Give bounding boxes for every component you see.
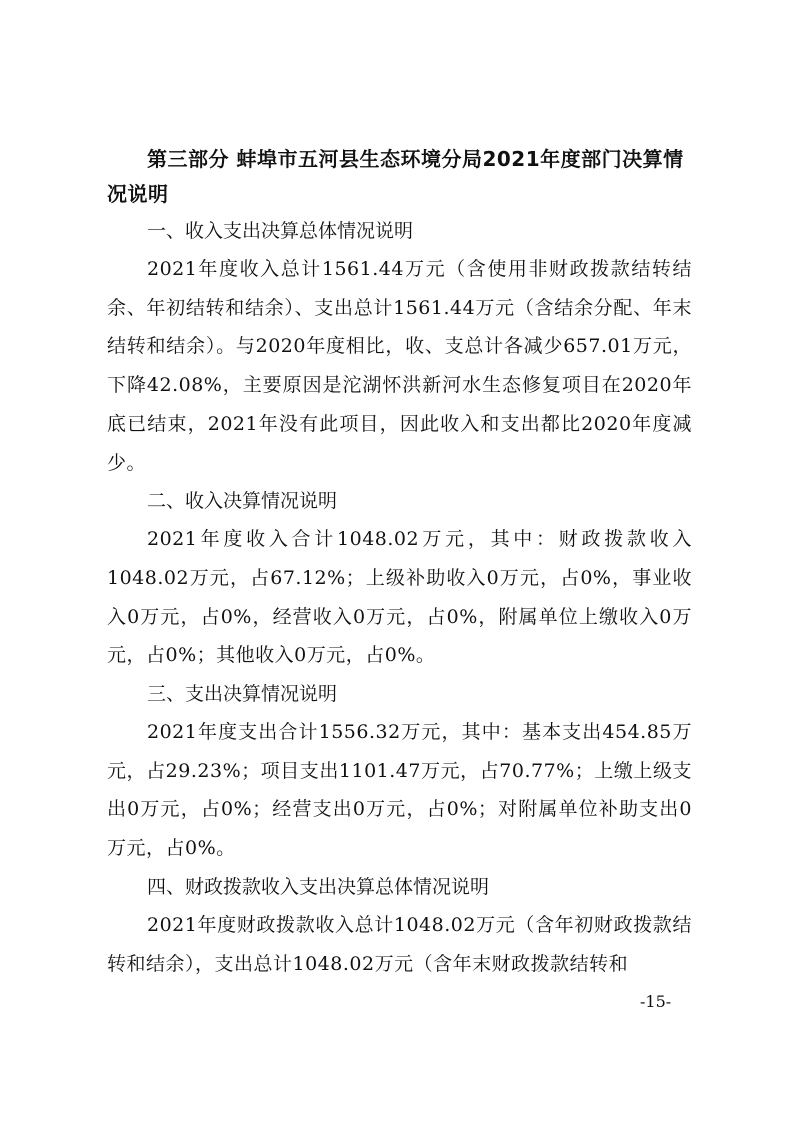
section-paragraph: 2021年度财政拨款收入总计1048.02万元（含年初财政拨款结转和结余），支出总计1048.02万元（含年末财政拨款结转和: [107, 913, 692, 975]
section-paragraph: 2021年度支出合计1556.32万元，其中：基本支出454.85万元，占29.23%；项目支出1101.47万元，占70.77%；上缴上级支出0万元，占0%；经营支出0万元，占0%；对附属单位补助支出0万元，占0%。: [107, 721, 692, 860]
section-heading: 四、财政拨款收入支出决算总体情况说明: [147, 875, 490, 898]
section-4: [107, 868, 692, 983]
section-1: [107, 212, 692, 482]
section-paragraph: 2021年度收入合计1048.02万元，其中：财政拨款收入1048.02万元，占67.12%；上级补助收入0万元，占0%，事业收入0万元，占0%，经营收入0万元，占0%，附属单位上缴收入0万元，占0%；其他收入0万元，占0%。: [107, 528, 692, 667]
section-heading: 三、支出决算情况说明: [147, 683, 338, 706]
section-heading: 二、收入决算情况说明: [147, 490, 338, 513]
section-paragraph: 2021年度收入总计1561.44万元（含使用非财政拨款结转结余、年初结转和结余）、支出总计1561.44万元（含结余分配、年末结转和结余）。与2020年度相比，收、支总计各减少657.01万元，下降42.08%，主要原因是沱湖怀洪新河水生态修复项目在2020年底已结束，2021年没有此项目，因此收入和支出都比2020年度减少。: [107, 258, 692, 474]
document-body: [107, 142, 692, 983]
page-number: -15-: [640, 992, 672, 1011]
section-2: [107, 482, 692, 675]
section-heading: 一、收入支出决算总体情况说明: [147, 220, 414, 242]
section-3: [107, 675, 692, 868]
document-title: 第三部分 蚌埠市五河县生态环境分局2021年度部门决算情况说明: [107, 147, 684, 206]
